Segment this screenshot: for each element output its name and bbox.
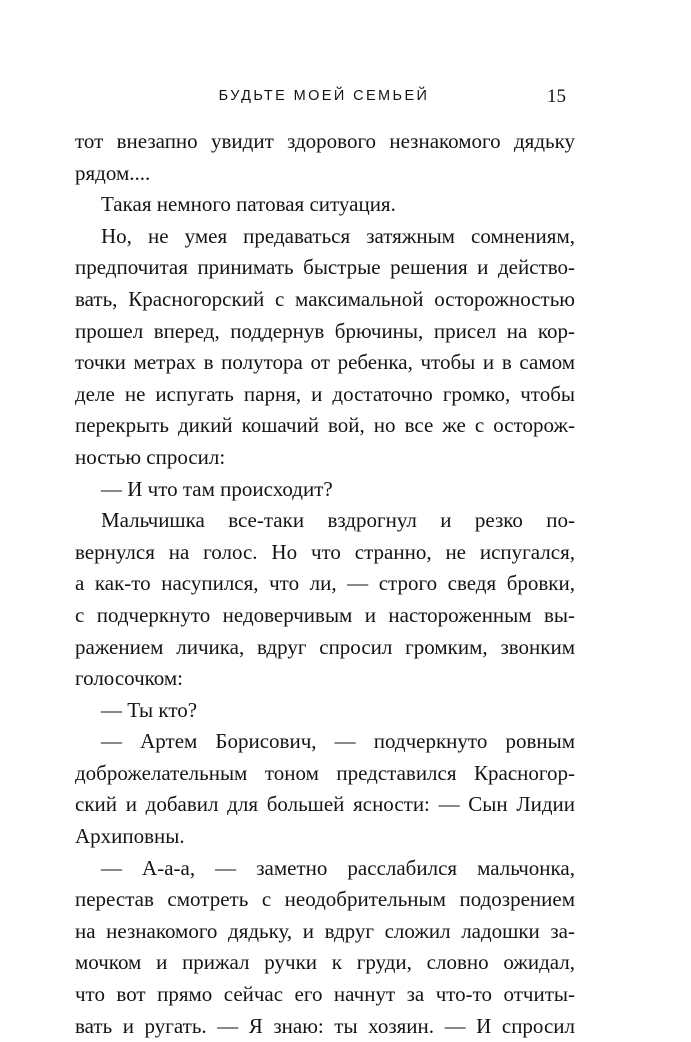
- text-line: вать, Красногорский с максимальной осторожностью: [75, 286, 575, 311]
- text-line: перестав смотреть с неодобрительным подозрением: [75, 887, 575, 912]
- text-line: рядом....: [75, 160, 151, 185]
- text-line: — А-а-а, — заметно расслабился мальчонка,: [101, 855, 575, 880]
- running-title: БУДЬТЕ МОЕЙ СЕМЬЕЙ: [218, 88, 430, 104]
- text-line: голосочком:: [75, 666, 184, 691]
- text-line: с подчеркнуто недоверчивым и настороженным вы-: [75, 602, 575, 627]
- body-text: [75, 126, 575, 1042]
- text-line: Но, не умея предаваться затяжным сомнениям,: [101, 223, 575, 248]
- text-line: деле не испугать парня, и достаточно громко, чтобы: [75, 381, 575, 406]
- text-line: Мальчишка все-таки вздрогнул и резко по-: [101, 508, 575, 533]
- page-number: 15: [547, 86, 566, 107]
- text-line: предпочитая принимать быстрые решения и действо-: [75, 255, 575, 280]
- text-line: ский и добавил для большей ясности: — Сын Лидии: [75, 792, 575, 817]
- text-line: ражением личика, вдруг спросил громким, звонким: [75, 634, 575, 659]
- text-line: Такая немного патовая ситуация.: [101, 192, 396, 217]
- text-line: — И что там происходит?: [101, 476, 333, 501]
- text-line: мочком и прижал ручки к груди, словно ожидал,: [75, 950, 575, 975]
- text-line: прошел вперед, поддернув брючины, присел на кор-: [75, 318, 575, 343]
- text-line: вернулся на голос. Но что странно, не испугался,: [75, 539, 575, 564]
- text-line: доброжелательным тоном представился Красногор-: [75, 760, 575, 785]
- text-line: тот внезапно увидит здорового незнакомого дядьку: [75, 129, 575, 153]
- text-line: Архиповны.: [75, 824, 185, 849]
- text-line: на незнакомого дядьку, и вдруг сложил ладошки за-: [75, 918, 575, 943]
- text-line: — Ты кто?: [101, 697, 198, 722]
- text-line: перекрыть дикий кошачий вой, но все же с осторож-: [75, 413, 575, 438]
- text-line: ностью спросил:: [75, 444, 226, 469]
- text-line: а как-то насупился, что ли, — строго сведя бровки,: [75, 571, 575, 596]
- text-line: вать и ругать. — Я знаю: ты хозяин. — И спросил: [75, 1013, 575, 1038]
- text-line: что вот прямо сейчас его начнут за что-то отчиты-: [75, 982, 575, 1007]
- text-line: — Артем Борисович, — подчеркнуто ровным: [101, 729, 575, 754]
- text-line: точки метрах в полутора от ребенка, чтобы и в самом: [75, 350, 575, 375]
